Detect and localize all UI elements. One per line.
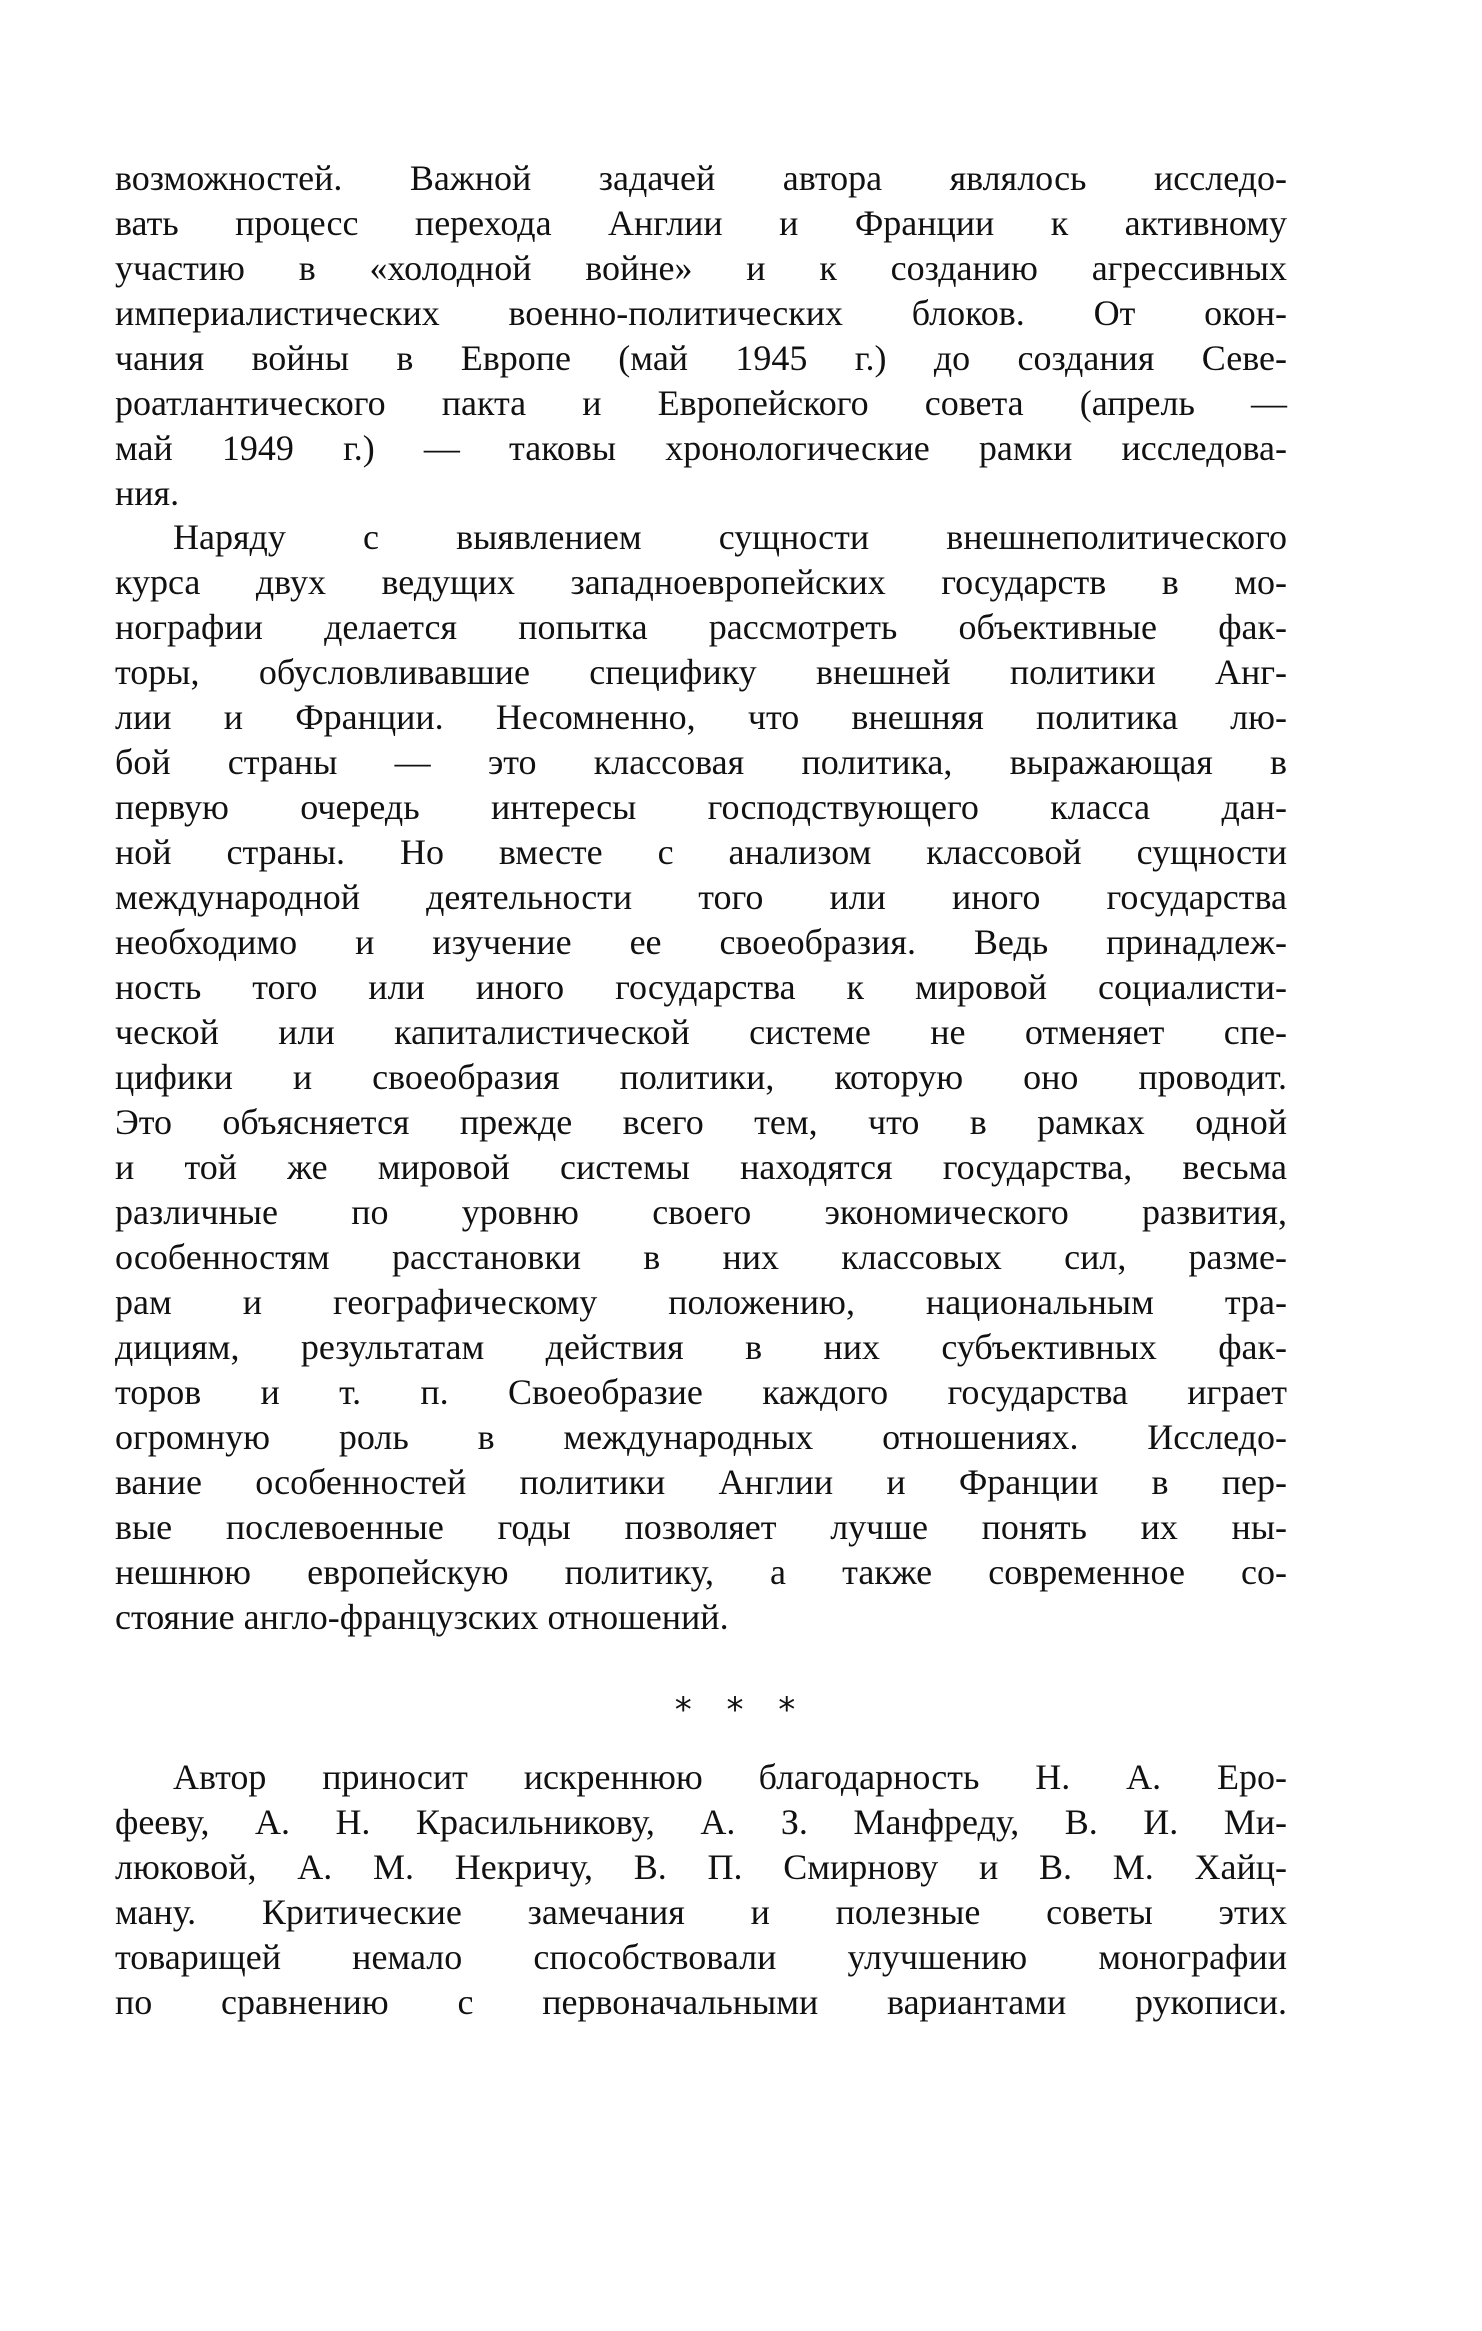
text-line: нешнюю европейскую политику, а также современное со- [115, 1552, 1287, 1592]
text-line: бой страны — это классовая политика, выражающая в [115, 742, 1287, 782]
text-line: ческой или капиталистической системе не отменяет спе- [115, 1012, 1287, 1052]
text-line: стояние англо-французских отношений. [115, 1597, 729, 1637]
text-line: цифики и своеобразия политики, которую оно проводит. [115, 1057, 1287, 1097]
text-line: ния. [115, 473, 180, 513]
text-line: май 1949 г.) — таковы хронологические рамки исследова- [115, 428, 1287, 468]
text-line: товарищей немало способствовали улучшению монографии [115, 1937, 1287, 1977]
paragraph-research-goals [115, 156, 1287, 516]
text-line: лии и Франции. Несомненно, что внешняя политика лю- [115, 697, 1287, 737]
text-line: рам и географическому положению, национальным тра- [115, 1282, 1287, 1322]
text-line: участию в «холодной войне» и к созданию агрессивных [115, 248, 1287, 288]
paragraph-acknowledgements [115, 1755, 1287, 2025]
text-line: по сравнению с первоначальными вариантами рукописи. [115, 1982, 1287, 2022]
text-line: огромную роль в международных отношениях. Исследо- [115, 1417, 1287, 1457]
text-line: особенностям расстановки в них классовых сил, разме- [115, 1237, 1287, 1277]
text-line: вать процесс перехода Англии и Франции к активному [115, 203, 1287, 243]
text-line: различные по уровню своего экономического развития, [115, 1192, 1287, 1232]
text-line: торов и т. п. Своеобразие каждого государства играет [115, 1372, 1287, 1412]
text-line: Автор приносит искреннюю благодарность Н. А. Еро- [173, 1757, 1287, 1797]
text-line: необходимо и изучение ее своеобразия. Ведь принадлеж- [115, 922, 1287, 962]
text-line: ность того или иного государства к мировой социалисти- [115, 967, 1287, 1007]
paragraph-foreign-policy [115, 515, 1287, 1640]
text-line: ной страны. Но вместе с анализом классовой сущности [115, 832, 1287, 872]
text-line: торы, обусловливавшие специфику внешней политики Анг- [115, 652, 1287, 692]
text-line: и той же мировой системы находятся государства, весьма [115, 1147, 1287, 1187]
section-separator: * * * [674, 1690, 808, 1730]
text-line: нографии делается попытка рассмотреть объективные фак- [115, 607, 1287, 647]
text-line: империалистических военно-политических блоков. От окон- [115, 293, 1287, 333]
text-line: курса двух ведущих западноевропейских государств в мо- [115, 562, 1287, 602]
text-line: ману. Критические замечания и полезные советы этих [115, 1892, 1287, 1932]
text-line: Наряду с выявлением сущности внешнеполитического [173, 517, 1287, 557]
text-line: люковой, А. М. Некричу, В. П. Смирнову и В. М. Хайц- [115, 1847, 1287, 1887]
text-line: дициям, результатам действия в них субъективных фак- [115, 1327, 1287, 1367]
text-line: Это объясняется прежде всего тем, что в рамках одной [115, 1102, 1287, 1142]
text-line: международной деятельности того или иного государства [115, 877, 1287, 917]
text-line: вание особенностей политики Англии и Франции в пер- [115, 1462, 1287, 1502]
text-line: чания войны в Европе (май 1945 г.) до создания Севе- [115, 338, 1287, 378]
text-line: фееву, А. Н. Красильникову, А. З. Манфреду, В. И. Ми- [115, 1802, 1287, 1842]
text-line: вые послевоенные годы позволяет лучше понять их ны- [115, 1507, 1287, 1547]
text-line: роатлантического пакта и Европейского совета (апрель — [115, 383, 1287, 423]
text-line: первую очередь интересы господствующего класса дан- [115, 787, 1287, 827]
text-line: возможностей. Важной задачей автора являлось исследо- [115, 158, 1287, 198]
